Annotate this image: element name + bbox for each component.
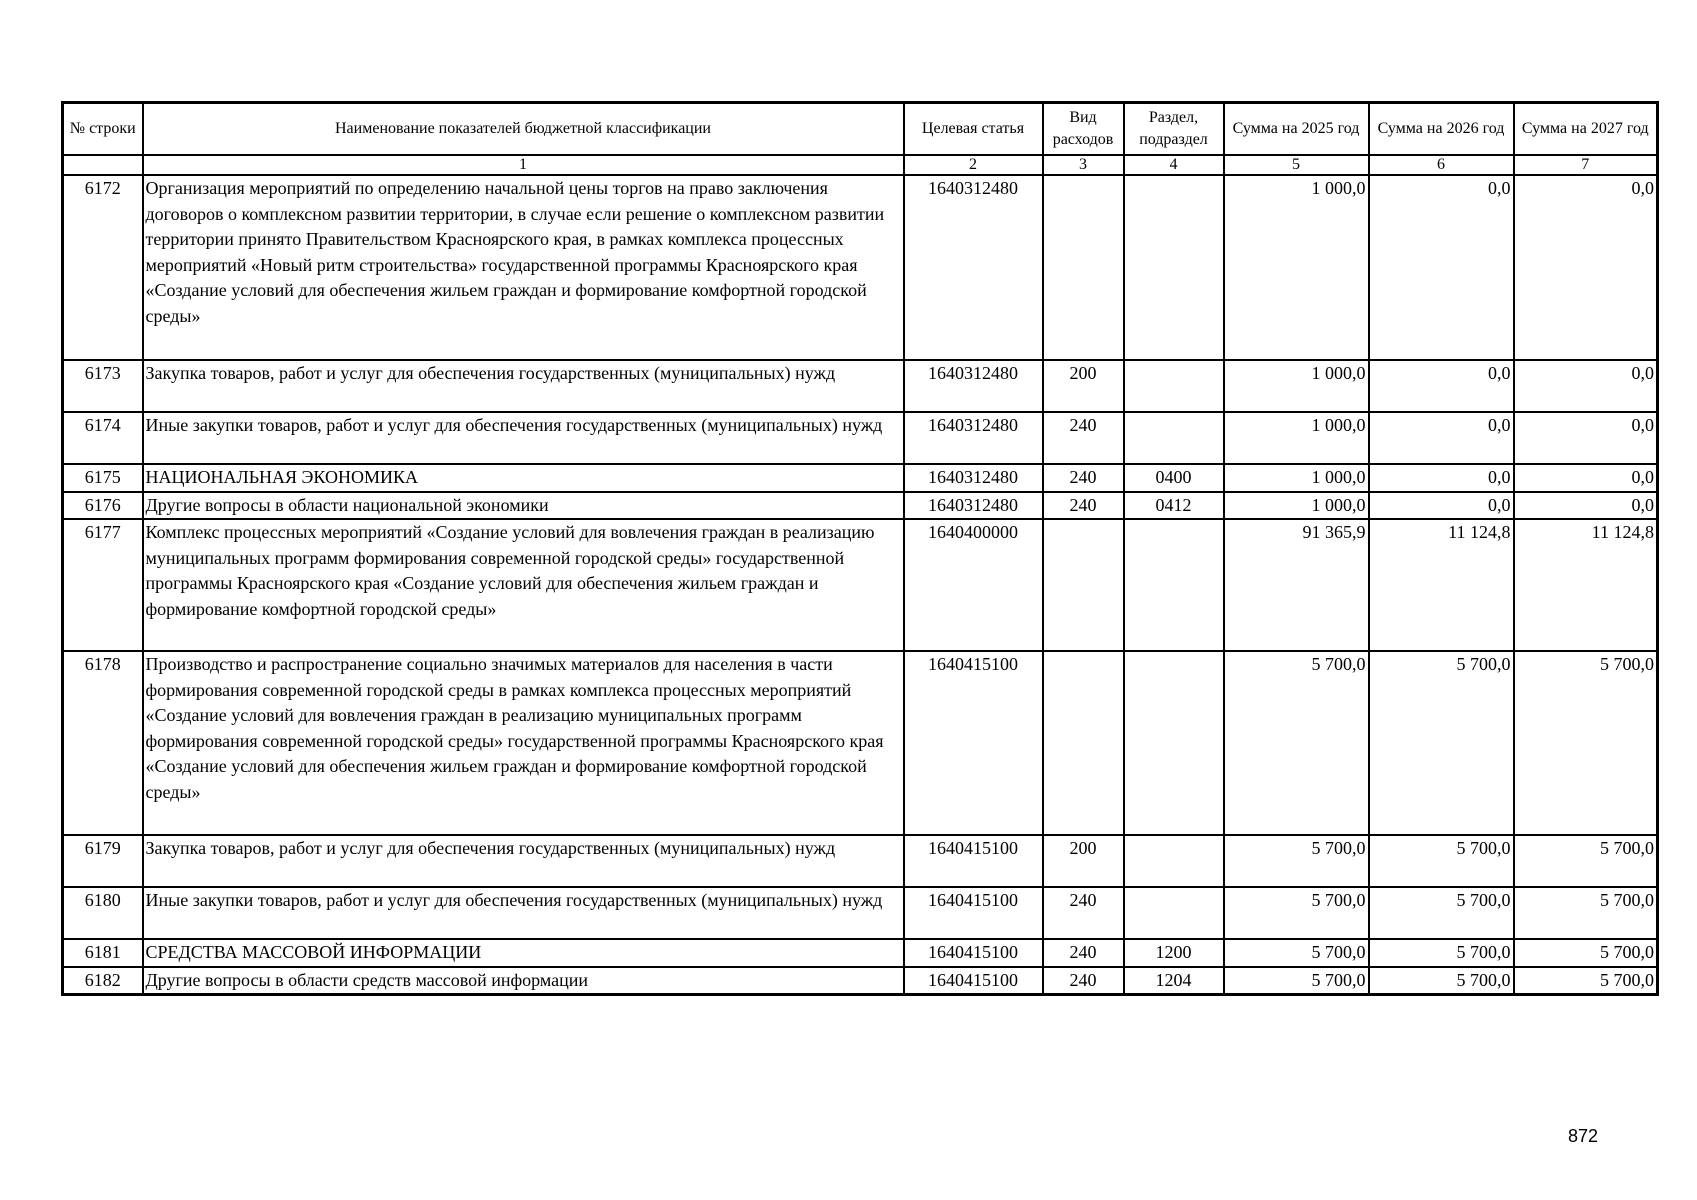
table-row <box>63 519 1658 651</box>
column-number: 1 <box>143 155 904 175</box>
row-target-article: 1640312480 <box>904 175 1043 360</box>
row-number: 6175 <box>63 464 143 492</box>
column-number: 2 <box>904 155 1043 175</box>
column-number: 6 <box>1369 155 1514 175</box>
row-section <box>1124 360 1224 412</box>
row-target-article: 1640415100 <box>904 967 1043 995</box>
row-expense-type <box>1043 175 1124 360</box>
table-row <box>63 412 1658 464</box>
row-expense-type: 200 <box>1043 360 1124 412</box>
header-section: Раздел, подраздел <box>1124 103 1224 156</box>
column-number-empty <box>63 155 143 175</box>
row-section <box>1124 887 1224 939</box>
row-number: 6179 <box>63 835 143 887</box>
row-expense-type: 200 <box>1043 835 1124 887</box>
budget-table <box>61 101 1659 996</box>
page-number: 872 <box>1567 1126 1598 1146</box>
row-sum-2027: 5 700,0 <box>1514 887 1658 939</box>
row-expense-type: 240 <box>1043 492 1124 520</box>
row-sum-2026: 5 700,0 <box>1369 835 1514 887</box>
table-row <box>63 651 1658 835</box>
row-number: 6176 <box>63 492 143 520</box>
row-name: СРЕДСТВА МАССОВОЙ ИНФОРМАЦИИ <box>143 939 904 967</box>
row-expense-type <box>1043 651 1124 835</box>
row-sum-2025: 1 000,0 <box>1224 175 1369 360</box>
row-name: Закупка товаров, работ и услуг для обеспечения государственных (муниципальных) нужд <box>143 360 904 412</box>
row-sum-2026: 5 700,0 <box>1369 887 1514 939</box>
row-section: 0400 <box>1124 464 1224 492</box>
row-number: 6181 <box>63 939 143 967</box>
column-number: 5 <box>1224 155 1369 175</box>
row-name: Закупка товаров, работ и услуг для обеспечения государственных (муниципальных) нужд <box>143 835 904 887</box>
row-sum-2026: 0,0 <box>1369 492 1514 520</box>
table-row <box>63 887 1658 939</box>
row-expense-type <box>1043 519 1124 651</box>
header-expense-type: Вид расходов <box>1043 103 1124 156</box>
row-sum-2026: 0,0 <box>1369 412 1514 464</box>
row-sum-2027: 11 124,8 <box>1514 519 1658 651</box>
row-target-article: 1640312480 <box>904 360 1043 412</box>
row-expense-type: 240 <box>1043 887 1124 939</box>
row-sum-2027: 5 700,0 <box>1514 651 1658 835</box>
row-sum-2027: 0,0 <box>1514 492 1658 520</box>
header-sum-2026: Сумма на 2026 год <box>1369 103 1514 156</box>
row-expense-type: 240 <box>1043 939 1124 967</box>
row-section <box>1124 651 1224 835</box>
table-row <box>63 492 1658 520</box>
row-sum-2027: 0,0 <box>1514 412 1658 464</box>
table-row <box>63 967 1658 995</box>
column-number: 3 <box>1043 155 1124 175</box>
row-sum-2026: 5 700,0 <box>1369 651 1514 835</box>
row-sum-2026: 5 700,0 <box>1369 967 1514 995</box>
table-row <box>63 464 1658 492</box>
row-section <box>1124 412 1224 464</box>
row-target-article: 1640400000 <box>904 519 1043 651</box>
table-row <box>63 175 1658 360</box>
row-name: Производство и распространение социально значимых материалов для населения в части формирования современной городской среды в рамках комплекса процессных мероприятий «Создание условий для вовлечения граждан в реализацию муниципальных программ формирования современной городской среды» государственной программы Красноярского края «Создание условий для обеспечения жильем граждан и формирование комфортной городской среды» <box>143 651 904 835</box>
row-sum-2026: 0,0 <box>1369 175 1514 360</box>
table-row <box>63 835 1658 887</box>
header-sum-2025: Сумма на 2025 год <box>1224 103 1369 156</box>
header-target-article: Целевая статья <box>904 103 1043 156</box>
row-section: 1200 <box>1124 939 1224 967</box>
header-row <box>63 103 1658 156</box>
row-sum-2027: 5 700,0 <box>1514 939 1658 967</box>
row-target-article: 1640415100 <box>904 939 1043 967</box>
row-name: Организация мероприятий по определению начальной цены торгов на право заключения договоров о комплексном развитии территории, в случае если решение о комплексном развитии территории принято Правительством Красноярского края, в рамках комплекса процессных мероприятий «Новый ритм строительства» государственной программы Красноярского края «Создание условий для обеспечения жильем граждан и формирование комфортной городской среды» <box>143 175 904 360</box>
row-number: 6174 <box>63 412 143 464</box>
row-name: Другие вопросы в области средств массовой информации <box>143 967 904 995</box>
row-sum-2027: 0,0 <box>1514 360 1658 412</box>
row-target-article: 1640415100 <box>904 835 1043 887</box>
row-sum-2025: 5 700,0 <box>1224 887 1369 939</box>
row-target-article: 1640415100 <box>904 887 1043 939</box>
row-sum-2025: 5 700,0 <box>1224 835 1369 887</box>
row-section <box>1124 175 1224 360</box>
row-sum-2027: 5 700,0 <box>1514 967 1658 995</box>
row-sum-2027: 0,0 <box>1514 175 1658 360</box>
row-name: НАЦИОНАЛЬНАЯ ЭКОНОМИКА <box>143 464 904 492</box>
row-target-article: 1640312480 <box>904 464 1043 492</box>
column-number-row <box>63 155 1658 175</box>
header-name: Наименование показателей бюджетной классификации <box>143 103 904 156</box>
row-sum-2026: 11 124,8 <box>1369 519 1514 651</box>
row-sum-2026: 0,0 <box>1369 464 1514 492</box>
row-sum-2025: 1 000,0 <box>1224 412 1369 464</box>
row-section: 0412 <box>1124 492 1224 520</box>
row-number: 6182 <box>63 967 143 995</box>
row-target-article: 1640415100 <box>904 651 1043 835</box>
row-name: Иные закупки товаров, работ и услуг для обеспечения государственных (муниципальных) нужд <box>143 887 904 939</box>
row-number: 6173 <box>63 360 143 412</box>
row-section <box>1124 835 1224 887</box>
row-expense-type: 240 <box>1043 464 1124 492</box>
row-number: 6172 <box>63 175 143 360</box>
header-sum-2027: Сумма на 2027 год <box>1514 103 1658 156</box>
row-section: 1204 <box>1124 967 1224 995</box>
table-row <box>63 939 1658 967</box>
row-name: Комплекс процессных мероприятий «Создание условий для вовлечения граждан в реализацию муниципальных программ формирования современной городской среды» государственной программы Красноярского края «Создание условий для обеспечения жильем граждан и формирование комфортной городской среды» <box>143 519 904 651</box>
column-number: 7 <box>1514 155 1658 175</box>
row-sum-2025: 5 700,0 <box>1224 939 1369 967</box>
row-expense-type: 240 <box>1043 967 1124 995</box>
row-sum-2025: 1 000,0 <box>1224 360 1369 412</box>
table-row <box>63 360 1658 412</box>
row-name: Иные закупки товаров, работ и услуг для обеспечения государственных (муниципальных) нужд <box>143 412 904 464</box>
row-target-article: 1640312480 <box>904 412 1043 464</box>
row-number: 6178 <box>63 651 143 835</box>
row-number: 6177 <box>63 519 143 651</box>
row-sum-2025: 1 000,0 <box>1224 492 1369 520</box>
header-row-no: № строки <box>63 103 143 156</box>
row-name: Другие вопросы в области национальной экономики <box>143 492 904 520</box>
row-sum-2025: 5 700,0 <box>1224 651 1369 835</box>
row-number: 6180 <box>63 887 143 939</box>
row-section <box>1124 519 1224 651</box>
row-sum-2027: 5 700,0 <box>1514 835 1658 887</box>
row-sum-2025: 91 365,9 <box>1224 519 1369 651</box>
row-target-article: 1640312480 <box>904 492 1043 520</box>
row-sum-2025: 1 000,0 <box>1224 464 1369 492</box>
row-sum-2026: 0,0 <box>1369 360 1514 412</box>
row-expense-type: 240 <box>1043 412 1124 464</box>
column-number: 4 <box>1124 155 1224 175</box>
row-sum-2025: 5 700,0 <box>1224 967 1369 995</box>
row-sum-2026: 5 700,0 <box>1369 939 1514 967</box>
row-sum-2027: 0,0 <box>1514 464 1658 492</box>
